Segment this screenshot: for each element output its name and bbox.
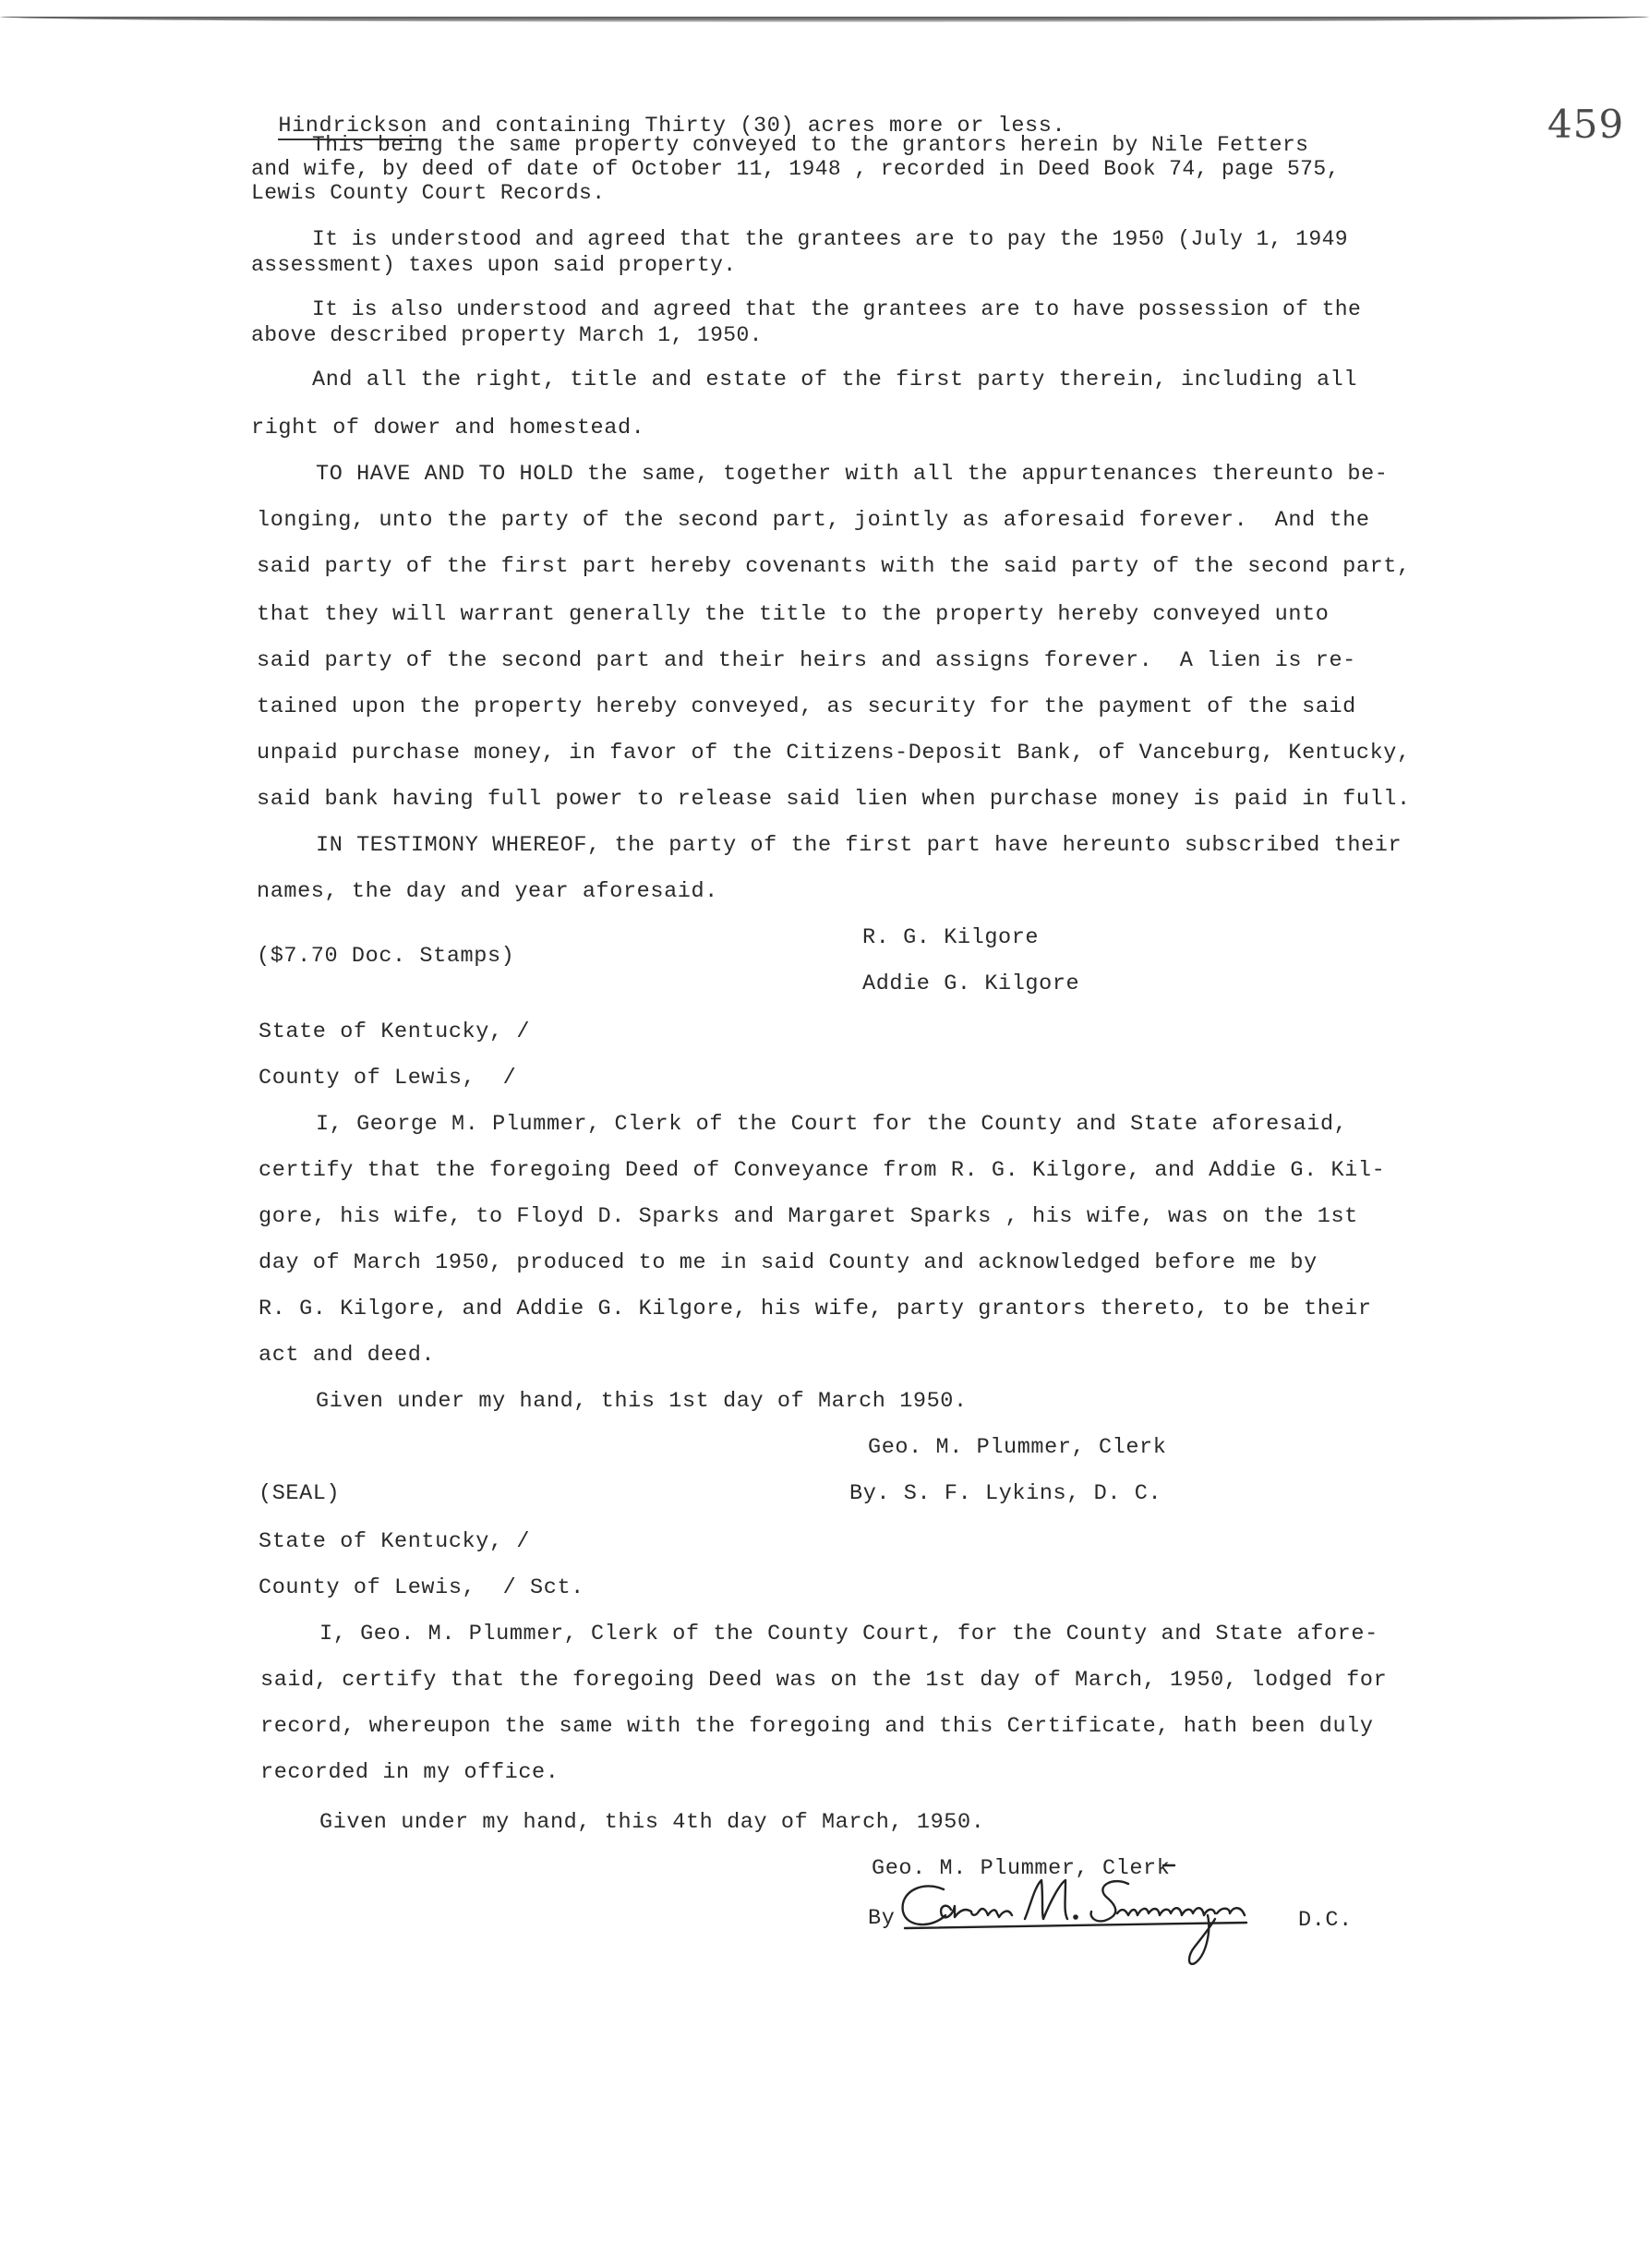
ack-line-5: R. G. Kilgore, and Addie G. Kilgore, his wife, party grantors thereto, to be their	[259, 1297, 1372, 1321]
ack-county: County of Lewis, /	[259, 1066, 517, 1091]
page-top-edge	[0, 17, 1649, 22]
ack-clerk: Geo. M. Plummer, Clerk	[868, 1435, 1167, 1460]
seal: (SEAL)	[259, 1481, 341, 1506]
heading-line	[251, 89, 1065, 139]
testimony-line-1: IN TESTIMONY WHEREOF, the party of the first part have hereunto subscribed their	[316, 833, 1402, 858]
ack-line-6: act and deed.	[259, 1343, 436, 1368]
habendum-line-3: said party of the first part hereby covenants with the said party of the second part,	[257, 554, 1411, 579]
rec-given: Given under my hand, this 4th day of March, 1950.	[319, 1810, 985, 1835]
habendum-line-1: TO HAVE AND TO HOLD the same, together with all the appurtenances thereunto be-	[316, 462, 1389, 487]
ack-line-1: I, George M. Plummer, Clerk of the Court for the County and State aforesaid,	[316, 1112, 1348, 1137]
ack-line-4: day of March 1950, produced to me in said County and acknowledged before me by	[259, 1250, 1318, 1275]
rec-county: County of Lewis, / Sct.	[259, 1575, 584, 1600]
right-line-1: And all the right, title and estate of the first party therein, including all	[312, 368, 1358, 392]
habendum-line-5: said party of the second part and their heirs and assigns forever. A lien is re-	[257, 648, 1356, 673]
rec-by: By	[868, 1906, 896, 1931]
rec-line-4: recorded in my office.	[260, 1760, 560, 1785]
ack-line-2: certify that the foregoing Deed of Conveyance from R. G. Kilgore, and Addie G. Kil-	[259, 1158, 1386, 1183]
right-line-2: right of dower and homestead.	[251, 416, 645, 440]
source-line-1: This being the same property conveyed to the grantors herein by Nile Fetters	[312, 133, 1309, 157]
ack-line-3: gore, his wife, to Floyd D. Sparks and Margaret Sparks , his wife, was on the 1st	[259, 1204, 1358, 1229]
page-number: 459	[1547, 102, 1625, 147]
rec-clerk: Geo. M. Plummer, Clerk	[872, 1856, 1171, 1881]
signer-2: Addie G. Kilgore	[862, 971, 1080, 996]
taxes-line-1: It is understood and agreed that the grantees are to pay the 1950 (July 1, 1949	[312, 227, 1348, 251]
habendum-line-6: tained upon the property hereby conveyed, as security for the payment of the said	[257, 694, 1356, 719]
heading-name: Hindrickson	[278, 114, 428, 139]
taxes-line-2: assessment) taxes upon said property.	[251, 253, 737, 277]
possession-line-2: above described property March 1, 1950.	[251, 323, 763, 347]
rec-line-2: said, certify that the foregoing Deed was on the 1st day of March, 1950, lodged for	[260, 1668, 1388, 1693]
habendum-line-7: unpaid purchase money, in favor of the Citizens-Deposit Bank, of Vanceburg, Kentucky,	[257, 741, 1411, 766]
habendum-line-2: longing, unto the party of the second part, jointly as aforesaid forever. And the	[257, 508, 1370, 533]
habendum-line-4: that they will warrant generally the title to the property hereby conveyed unto	[257, 602, 1330, 627]
rec-dc: D.C.	[1298, 1908, 1353, 1933]
rec-state: State of Kentucky, /	[259, 1529, 531, 1554]
ack-deputy: By. S. F. Lykins, D. C.	[849, 1481, 1162, 1506]
testimony-line-2: names, the day and year aforesaid.	[257, 879, 718, 904]
source-line-2: and wife, by deed of date of October 11, 1948 , recorded in Deed Book 74, page 575,	[251, 157, 1340, 181]
signer-1: R. G. Kilgore	[862, 925, 1040, 950]
rec-line-1: I, Geo. M. Plummer, Clerk of the County Court, for the County and State afore-	[319, 1622, 1378, 1647]
possession-line-1: It is also understood and agreed that the grantees are to have possession of the	[312, 297, 1362, 321]
heading-rest: and containing Thirty (30) acres more or less.	[427, 114, 1066, 139]
habendum-line-8: said bank having full power to release said lien when purchase money is paid in full.	[257, 787, 1411, 812]
source-line-3: Lewis County Court Records.	[251, 181, 606, 205]
ack-given: Given under my hand, this 1st day of March 1950.	[316, 1389, 968, 1414]
doc-stamps: ($7.70 Doc. Stamps)	[257, 944, 515, 969]
ack-state: State of Kentucky, /	[259, 1019, 531, 1044]
rec-line-3: record, whereupon the same with the foregoing and this Certificate, hath been duly	[260, 1714, 1374, 1739]
